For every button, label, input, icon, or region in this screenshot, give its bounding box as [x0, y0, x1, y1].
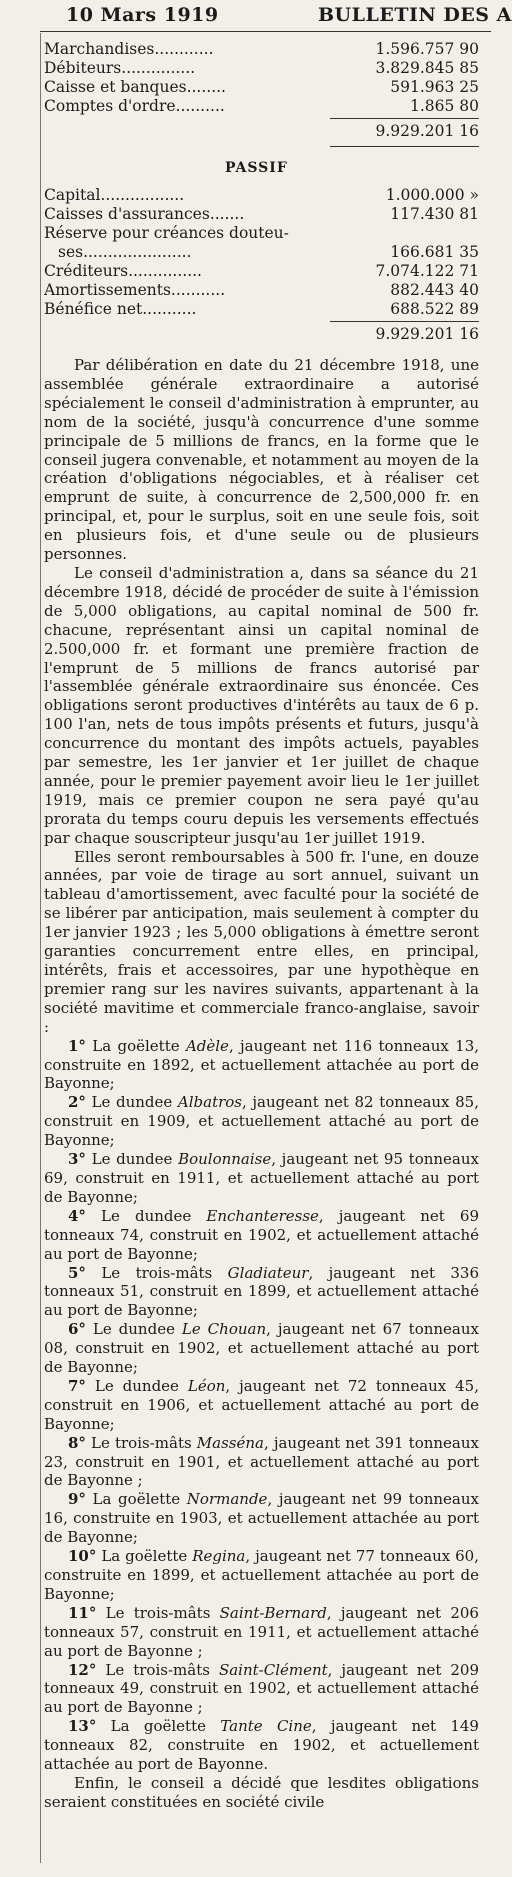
ship-number: 3° [68, 1150, 86, 1169]
passif-row [44, 281, 479, 300]
closing-paragraph: Enfin, le conseil a décidé que lesdites obligations seraient constituées en société civile [44, 1773, 479, 1811]
ship-item [44, 1264, 479, 1321]
paragraph: Elles seront remboursables à 500 fr. l'une, en douze années, par voie de tirage au sort annuel, suivant un tableau d'amortissement, avec faculté pour la société de se libérer par anticipation, mais seulement à compter du 1er janvier 1923 ; les 5,000 obligations à émettre seront garanties concurrement entre elles, en principal, intérêts, frais et accessoires, par une hypothèque en premier rang sur les navires suivants, appartenant à la société mavitime et commerciale franco-anglaise, savoir : [44, 847, 479, 1036]
paragraph: Le conseil d'administration a, dans sa séance du 21 décembre 1918, décidé de procéder de suite à l'émission de 5,000 obligations, au capital nominal de 500 fr. chacune, représentant ainsi un capital nominal de 2.500,000 fr. et formant une première fraction de l'emprunt de 5 millions de francs autorisé par l'assemblée générale extraordinaire sus énoncée. Ces obligations seront productives d'intérêts au taux de 6 p. 100 l'an, nets de tous impôts présents et futurs, jusqu'à concurrence du montant des impôts actuels, payables par semestre, les 1er janvier et 1er juillet de chaque année, pour le premier payement avoir lieu le 1er juillet 1919, mais ce premier coupon ne sera payé qu'au prorata du temps couru depuis les versements effectués par chaque souscripteur jusqu'au 1er juillet 1919. [44, 563, 479, 847]
actif-total-rule [330, 118, 479, 119]
ship-number: 2° [68, 1093, 86, 1112]
ship-details: , jaugeant net 67 tonneaux 08, construit en 1902, et actuellement attaché au port de Bayonne; [44, 1320, 479, 1377]
row-label: Bénéfice net........... [44, 300, 197, 318]
passif-row [44, 262, 479, 281]
ship-number: 10° [68, 1547, 97, 1566]
ship-item [44, 1093, 479, 1150]
ship-details: , jaugeant net 206 tonneaux 57, construit en 1911, et actuellement attaché au port de Bayonne ; [44, 1603, 479, 1660]
actif-row [44, 59, 479, 78]
ship-item [44, 1037, 479, 1094]
ship-name: Normande [186, 1490, 268, 1509]
row-value: 882.443 40 [390, 281, 479, 299]
paragraph: Par délibération en date du 21 décembre 1918, une assemblée générale extraordinaire a autorisé spécialement le conseil d'administration à emprunter, au nom de la société, jusqu'à concurrence d'une somme principale de 5 millions de francs, en la forme que le conseil jugera convenable, et notamment au moyen de la création d'obligations négociables, et à réaliser cet emprunt de suite, à concurrence de 2,500,000 fr. en principal, et, pour le surplus, soit en une seule fois, soit en plusieurs fois, et d'une seule ou de plusieurs personnes. [44, 356, 479, 564]
row-label: ses...................... [58, 243, 192, 261]
ship-kind: Le trois-mâts [105, 1603, 211, 1622]
ship-name: Tante Cine [220, 1717, 312, 1736]
ship-item [44, 1377, 479, 1434]
row-label: Capital................. [44, 186, 185, 204]
row-label: Marchandises............ [44, 40, 214, 58]
ship-details: , jaugeant net 69 tonneaux 74, construit en 1902, et actuellement attaché au port de Bayonne; [44, 1206, 479, 1263]
ship-item [44, 1661, 479, 1718]
row-value: 1.596.757 90 [375, 40, 479, 58]
passif-total-rule [330, 321, 479, 322]
ship-kind: Le trois-mâts [105, 1660, 210, 1679]
ship-number: 11° [68, 1603, 97, 1622]
passif-row [44, 224, 479, 243]
ship-name: Adèle [185, 1036, 229, 1055]
header-publication: BULLETIN DES A [318, 4, 512, 26]
passif-row [44, 243, 479, 262]
row-value: 3.829.845 85 [375, 59, 479, 77]
passif-row [44, 186, 479, 205]
passif-row [44, 205, 479, 224]
ship-number: 12° [68, 1660, 97, 1679]
row-value: 1.865 80 [409, 97, 479, 115]
row-value: 166.681 35 [390, 243, 479, 261]
ship-kind: Le dundee [94, 1376, 179, 1395]
ship-details: , jaugeant net 99 tonneaux 16, construite en 1903, et actuellement attachée au port de Bayonne; [44, 1490, 479, 1547]
ship-name: Enchanteresse [206, 1206, 319, 1225]
ship-kind: Le dundee [92, 1320, 175, 1339]
row-value: 1.000.000 » [385, 186, 479, 204]
passif-row [44, 300, 479, 319]
ship-number: 5° [68, 1263, 86, 1282]
ship-details: , jaugeant net 336 tonneaux 51, construit en 1899, et actuellement attaché au port de Bayonne; [44, 1263, 479, 1320]
ship-item [44, 1547, 479, 1604]
ship-number: 13° [68, 1717, 97, 1736]
ship-details: , jaugeant net 116 tonneaux 13, construite en 1892, et actuellement attachée au port de Bayonne; [44, 1036, 480, 1093]
ship-item [44, 1150, 479, 1207]
ship-item [44, 1434, 479, 1491]
row-label: Caisse et banques........ [44, 78, 226, 96]
row-label: Amortissements........... [44, 281, 226, 299]
row-value: 7.074.122 71 [375, 262, 479, 280]
row-label: Comptes d'ordre.......... [44, 97, 225, 115]
ship-number: 1° [68, 1036, 86, 1055]
ship-item [44, 1717, 479, 1774]
ship-item [44, 1320, 479, 1377]
ship-details: , jaugeant net 149 tonneaux 82, construite en 1902, et actuellement attachée au port de Bayonne. [44, 1717, 479, 1774]
ship-kind: La goëlette [92, 1036, 180, 1055]
ship-name: Gladiateur [227, 1263, 309, 1282]
column-border [40, 33, 41, 1863]
row-value: 688.522 89 [390, 300, 479, 318]
ship-name: Albatros [177, 1093, 242, 1112]
row-label: Créditeurs............... [44, 262, 202, 280]
ship-item [44, 1604, 479, 1661]
ship-kind: Le dundee [91, 1093, 173, 1112]
ship-kind: Le dundee [91, 1150, 173, 1169]
row-label: Réserve pour créances douteu- [44, 224, 289, 242]
ship-number: 4° [68, 1206, 86, 1225]
row-label: Caisses d'assurances....... [44, 205, 245, 223]
ship-kind: La goëlette [110, 1717, 206, 1736]
ship-details: , jaugeant net 391 tonneaux 23, construit en 1901, et actuellement attaché au port de Bayonne ; [44, 1433, 479, 1490]
ship-kind: La goëlette [92, 1490, 181, 1509]
passif-total: 9.929.201 16 [375, 325, 479, 343]
actif-total-rule-bottom [330, 146, 479, 147]
actif-row [44, 40, 479, 59]
ship-name: Saint-Clément [218, 1660, 328, 1679]
ship-number: 9° [68, 1490, 86, 1509]
ship-details: , jaugeant net 95 tonneaux 69, construit en 1911, et actuellement attaché au port de Bayonne; [44, 1150, 479, 1206]
ship-name: Boulonnaise [178, 1150, 272, 1169]
ship-details: , jaugeant net 209 tonneaux 49, construit en 1902, et actuellement attaché au port de Bayonne ; [44, 1660, 479, 1717]
passif-heading: PASSIF [225, 160, 288, 176]
actif-total: 9.929.201 16 [375, 122, 479, 140]
row-value: 117.430 81 [390, 205, 479, 223]
ship-number: 7° [68, 1376, 86, 1395]
article-body [44, 356, 479, 1812]
ship-details: , jaugeant net 77 tonneaux 60, construite en 1899, et actuellement attachée au port de Bayonne; [44, 1547, 479, 1603]
ship-kind: Le dundee [101, 1206, 192, 1225]
ship-item [44, 1490, 479, 1547]
ship-kind: Le trois-mâts [91, 1433, 192, 1452]
ship-details: , jaugeant net 72 tonneaux 45, construit en 1906, et actuellement attaché au port de Bayonne; [44, 1376, 479, 1433]
ship-details: , jaugeant net 82 tonneaux 85, construit en 1909, et actuellement attaché au port de Bayonne; [44, 1093, 479, 1150]
ship-kind: Le trois-mâts [101, 1263, 213, 1282]
actif-row [44, 97, 479, 116]
ship-name: Léon [187, 1376, 226, 1395]
page-header [0, 0, 512, 30]
ship-name: Masséna [196, 1433, 264, 1452]
header-date: 10 Mars 1919 [66, 4, 219, 26]
row-value: 591.963 25 [390, 78, 479, 96]
ship-number: 8° [68, 1433, 86, 1452]
ship-name: Saint-Bernard [219, 1603, 327, 1622]
ship-kind: La goëlette [101, 1547, 188, 1566]
ship-name: Regina [192, 1547, 246, 1566]
actif-row [44, 78, 479, 97]
ship-name: Le Chouan [181, 1320, 267, 1339]
ship-number: 6° [68, 1320, 86, 1339]
row-label: Débiteurs............... [44, 59, 196, 77]
ship-item [44, 1207, 479, 1264]
header-rule [40, 31, 491, 32]
